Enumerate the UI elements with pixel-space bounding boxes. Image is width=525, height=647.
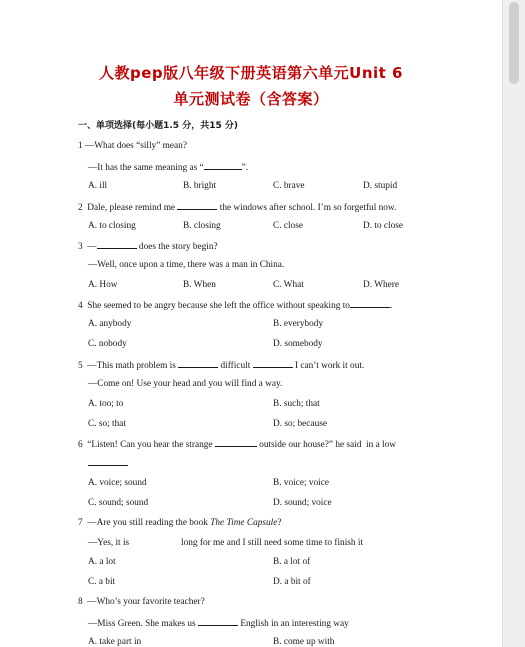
q2-option-a: A. to closing [88, 221, 136, 231]
answer-blank [350, 298, 390, 308]
answer-blank [177, 200, 217, 210]
answer-blank [88, 456, 128, 466]
q7-line2-pre: —Yes, it is [88, 538, 130, 548]
q7-line2-post: long for me and I still need some time to finish it [181, 538, 364, 548]
q1-option-a: A. ill [88, 181, 108, 191]
q4-option-d: D. somebody [273, 339, 323, 349]
q8-line2: —Miss Green. She makes us English in an interesting way [88, 616, 349, 630]
q6-option-b: B. voice; voice [273, 478, 330, 488]
q1-option-d: D. stupid [363, 181, 398, 191]
q5-stem: 5 —This math problem is difficult I can’t work it out. [78, 358, 364, 372]
answer-blank [178, 358, 218, 368]
q8-stem: 8 —Who’s your favorite teacher? [78, 597, 205, 607]
q7-stem: 7 —Are you still reading the book The Time Capsule? [78, 518, 282, 528]
answer-blank [204, 160, 242, 170]
q3-option-d: D. Where [363, 280, 399, 290]
q2-option-d: D. to close [363, 221, 404, 231]
answer-blank [253, 358, 293, 368]
answer-blank [198, 616, 238, 626]
q7-option-a: A. a lot [88, 557, 116, 567]
q4-option-c: C. nobody [88, 339, 127, 349]
q4-option-b: B. everybody [273, 319, 324, 329]
q6-option-a: A. voice; sound [88, 478, 147, 488]
q1-stem: 1 —What does “silly” mean? [78, 141, 187, 151]
q5-option-c: C. so; that [88, 419, 126, 429]
q8-option-a: A. take part in [88, 637, 142, 647]
q4-option-a: A. anybody [88, 319, 132, 329]
q1-option-c: C. brave [273, 181, 305, 191]
q6-option-d: D. sound; voice [273, 498, 332, 508]
vertical-scrollbar[interactable] [502, 0, 525, 647]
q2-option-c: C. close [273, 221, 303, 231]
answer-blank [97, 239, 137, 249]
q2-option-b: B. closing [183, 221, 221, 231]
answer-blank [215, 437, 257, 447]
q7-option-c: C. a bit [88, 577, 116, 587]
q3-option-b: B. When [183, 280, 216, 290]
q3-stem: 3 — does the story begin? [78, 239, 218, 253]
q6-option-c: C. sound; sound [88, 498, 149, 508]
q4-stem: 4 She seemed to be angry because she left the office without speaking to . [78, 298, 392, 312]
q5-option-d: D. so; because [273, 419, 327, 429]
q7-option-d: D. a bit of [273, 577, 311, 587]
q5-line2: —Come on! Use your head and you will find a way. [88, 379, 283, 389]
q2-stem: 2 Dale, please remind me the windows after school. I’m so forgetful now. [78, 200, 396, 214]
q3-option-c: C. What [273, 280, 304, 290]
section-heading: 一、单项选择(每小题1.5 分，共15 分) [78, 121, 238, 131]
q5-option-b: B. such; that [273, 399, 320, 409]
q8-option-b: B. come up with [273, 637, 335, 647]
doc-title-line2: 单元测试卷（含答案） [173, 90, 329, 108]
q3-line2: —Well, once upon a time, there was a man in China. [88, 260, 285, 270]
q1-option-b: B. bright [183, 181, 217, 191]
q3-option-a: A. How [88, 280, 118, 290]
q5-option-a: A. too; to [88, 399, 124, 409]
q7-option-b: B. a lot of [273, 557, 311, 567]
q6-stem: 6 “Listen! Can you hear the strange outside our house?” he said in a low [78, 437, 396, 451]
scrollbar-thumb[interactable] [509, 2, 519, 84]
doc-title-line1: 人教pep版八年级下册英语第六单元Unit 6 [99, 64, 403, 82]
q1-line2: —It has the same meaning as “ ”. [88, 160, 248, 174]
